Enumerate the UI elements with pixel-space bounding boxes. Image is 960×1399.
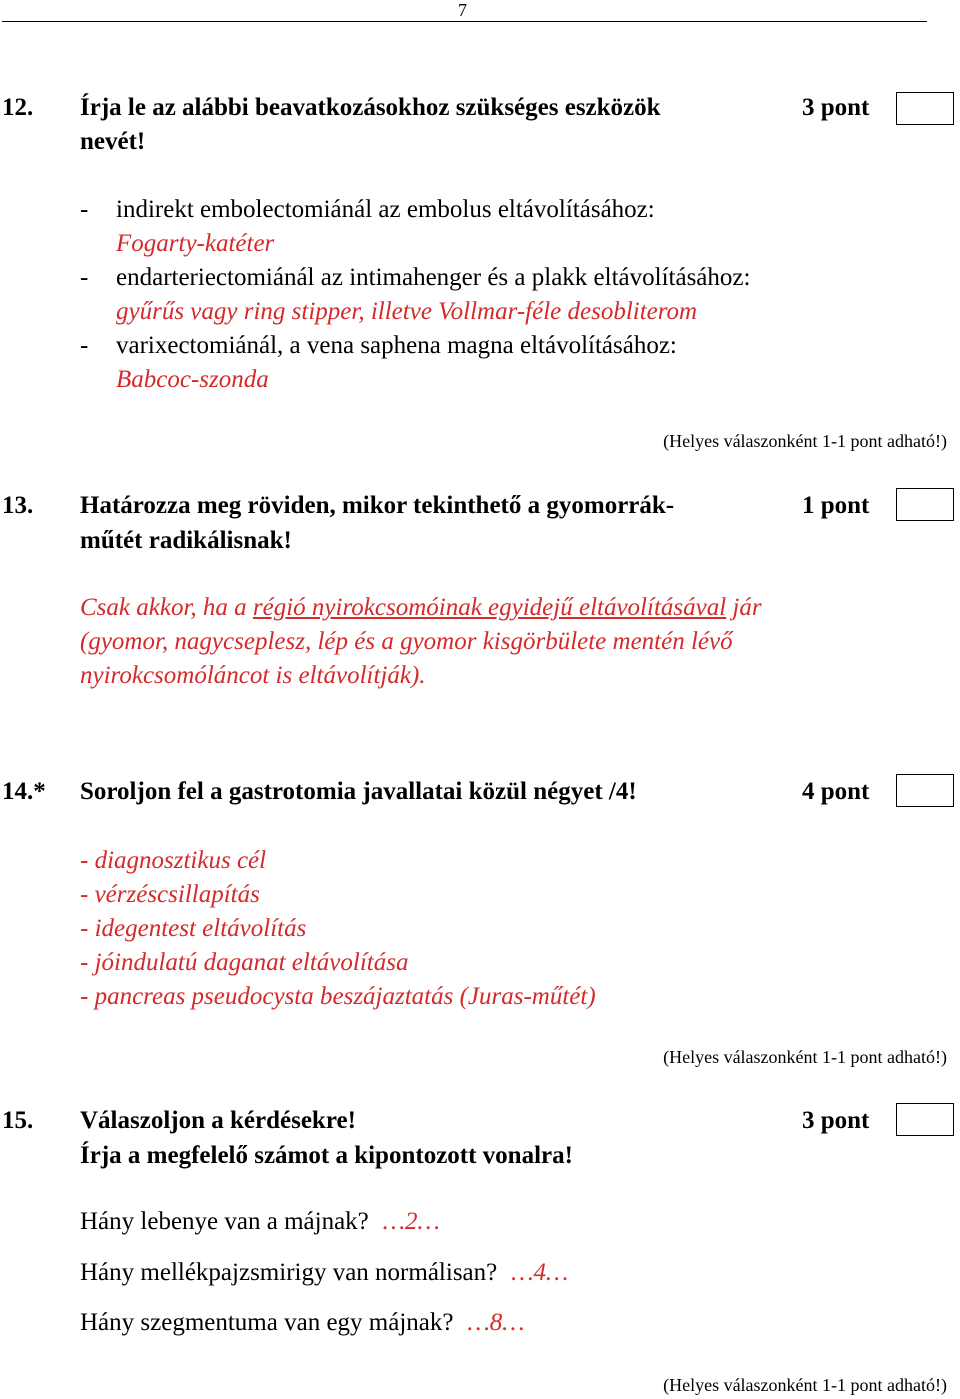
q12-score-box[interactable] bbox=[896, 92, 954, 125]
header-rule bbox=[2, 21, 927, 22]
q15-points: 3 pont bbox=[802, 1107, 870, 1134]
q14-answer-4: - jóindulatú daganat eltávolítása bbox=[80, 949, 409, 976]
q12-scoring-note: (Helyes válaszonként 1-1 pont adható!) bbox=[663, 431, 947, 451]
q14-scoring-note: (Helyes válaszonként 1-1 pont adható!) bbox=[663, 1047, 947, 1067]
q14-answer-1: - diagnosztikus cél bbox=[80, 847, 267, 874]
q15-subquestion-2-answer: …4… bbox=[511, 1259, 569, 1286]
q13-score-box[interactable] bbox=[896, 488, 954, 521]
q14-number: 14.* bbox=[2, 778, 46, 805]
q15-subquestion-3-answer: …8… bbox=[467, 1309, 525, 1336]
q14-score-box[interactable] bbox=[896, 774, 954, 807]
q15-question-line1: Válaszoljon a kérdésekre! bbox=[80, 1107, 356, 1134]
q13-answer-line3: nyirokcsomóláncot is eltávolítják). bbox=[80, 662, 426, 689]
page-number: 7 bbox=[458, 0, 467, 20]
q15-subquestion-3 bbox=[80, 1309, 524, 1337]
q15-subquestion-1-text: Hány lebenye van a májnak? bbox=[80, 1208, 369, 1235]
q13-answer-post: jár bbox=[726, 594, 762, 621]
q13-question-line2: műtét radikálisnak! bbox=[80, 527, 292, 554]
q14-answer-5: - pancreas pseudocysta beszájaztatás (Juras-műtét) bbox=[80, 983, 596, 1010]
q15-subquestion-2 bbox=[80, 1259, 568, 1287]
q13-answer-pre: Csak akkor, ha a bbox=[80, 594, 253, 621]
q12-question-line1: Írja le az alábbi beavatkozásokhoz szükséges eszközök bbox=[80, 94, 661, 121]
q13-answer-line2: (gyomor, nagycseplesz, lép és a gyomor kisgörbülete mentén lévő bbox=[80, 628, 733, 655]
q15-subquestion-1-answer: …2… bbox=[382, 1208, 440, 1235]
q15-subquestion-1 bbox=[80, 1208, 440, 1236]
q12-item-3-prompt: varixectomiánál, a vena saphena magna eltávolításához: bbox=[116, 332, 677, 359]
q15-subquestion-2-text: Hány mellékpajzsmirigy van normálisan? bbox=[80, 1259, 498, 1286]
q14-points: 4 pont bbox=[802, 778, 870, 805]
q12-item-1-prompt: indirekt embolectomiánál az embolus eltávolításához: bbox=[116, 196, 655, 223]
q12-item-3-dash: - bbox=[80, 332, 89, 359]
q12-question-line2: nevét! bbox=[80, 128, 146, 155]
q15-question-line2: Írja a megfelelő számot a kipontozott vonalra! bbox=[80, 1142, 573, 1169]
q12-item-2-dash: - bbox=[80, 264, 89, 291]
q13-answer-underlined: régió nyirokcsomóinak egyidejű eltávolításával bbox=[252, 594, 727, 621]
q15-subquestion-3-text: Hány szegmentuma van egy májnak? bbox=[80, 1309, 454, 1336]
q12-item-1-dash: - bbox=[80, 196, 89, 223]
q15-scoring-note: (Helyes válaszonként 1-1 pont adható!) bbox=[663, 1375, 947, 1395]
q12-item-2-prompt: endarteriectomiánál az intimahenger és a plakk eltávolításához: bbox=[116, 264, 751, 291]
q15-score-box[interactable] bbox=[896, 1103, 954, 1136]
q13-answer-line1 bbox=[80, 594, 762, 622]
q12-item-3-answer: Babcoc-szonda bbox=[116, 366, 269, 393]
q14-answer-3: - idegentest eltávolítás bbox=[80, 915, 307, 942]
q12-number: 12. bbox=[2, 94, 34, 121]
q13-question-line1: Határozza meg röviden, mikor tekinthető a gyomorrák- bbox=[80, 492, 675, 519]
q12-points: 3 pont bbox=[802, 94, 870, 121]
q12-item-2-answer: gyűrűs vagy ring stipper, illetve Vollmar-féle desobliterom bbox=[116, 298, 698, 325]
q13-number: 13. bbox=[2, 492, 34, 519]
q14-question: Soroljon fel a gastrotomia javallatai közül négyet /4! bbox=[80, 778, 637, 805]
q14-answer-2: - vérzéscsillapítás bbox=[80, 881, 260, 908]
q13-points: 1 pont bbox=[802, 492, 870, 519]
q15-number: 15. bbox=[2, 1107, 34, 1134]
q12-item-1-answer: Fogarty-katéter bbox=[116, 230, 275, 257]
